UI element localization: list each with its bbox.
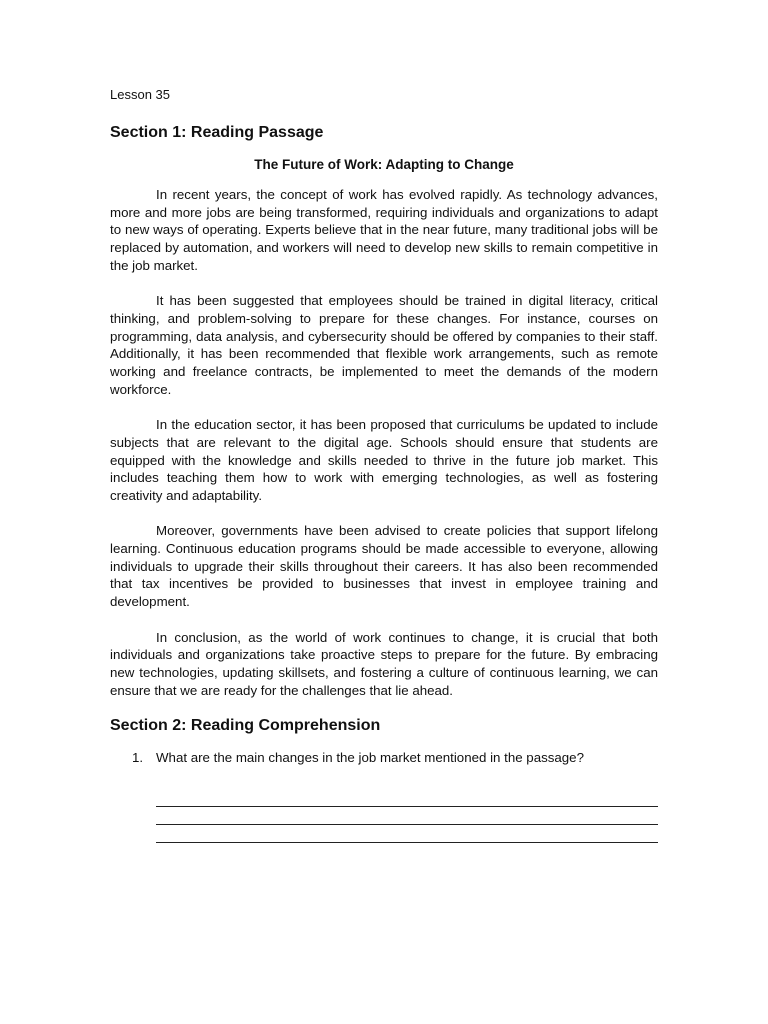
question-number: 1. [132, 750, 144, 766]
section-2-heading: Section 2: Reading Comprehension [110, 717, 381, 735]
passage-title: The Future of Work: Adapting to Change [254, 157, 514, 172]
question-text: What are the main changes in the job market mentioned in the passage? [156, 750, 584, 766]
passage-paragraph-5: In conclusion, as the world of work continues to change, it is crucial that both individuals and organizations take proactive steps to prepare for the future. By embracing new technologies, updating skillsets, and fostering a culture of continuous learning, we can ensure that we are ready for the challenges that lie ahead. [110, 629, 658, 698]
answer-line-2[interactable] [156, 807, 658, 825]
section-1-heading: Section 1: Reading Passage [110, 124, 324, 141]
passage-paragraph-1: In recent years, the concept of work has evolved rapidly. As technology advances, more and more jobs are being transformed, requiring individuals and organizations to adapt to new ways of operating. Experts believe that in the near future, many traditional jobs will be replaced by automation, and workers will need to develop new skills to remain competitive in the job market. [110, 187, 658, 273]
lesson-label: Lesson 35 [110, 87, 170, 102]
question-list [110, 749, 658, 767]
answer-line-1[interactable] [156, 789, 658, 807]
passage-paragraph-3: In the education sector, it has been proposed that curriculums be updated to include subjects that are relevant to the digital age. Schools should ensure that students are equipped with the knowledge and skills needed to thrive in the future job market. This includes teaching them how to work with emerging technologies, as well as fostering creativity and adaptability. [110, 417, 658, 503]
question-item [110, 749, 658, 767]
answer-line-3[interactable] [156, 825, 658, 843]
answer-lines [156, 789, 658, 843]
passage-paragraph-4: Moreover, governments have been advised to create policies that support lifelong learning. Continuous education programs should be made accessible to everyone, allowing individuals to upgrade their skills throughout their careers. It has also been recommended that tax incentives be provided to businesses that invest in employee training and development. [110, 523, 658, 610]
passage-paragraph-2: It has been suggested that employees should be trained in digital literacy, critical thinking, and problem-solving to prepare for these changes. For instance, courses on programming, data analysis, and cybersecurity should be offered by companies to their staff. Additionally, it has been recommended that flexible work arrangements, such as remote working and freelance contracts, be implemented to meet the demands of the modern workforce. [110, 293, 658, 397]
